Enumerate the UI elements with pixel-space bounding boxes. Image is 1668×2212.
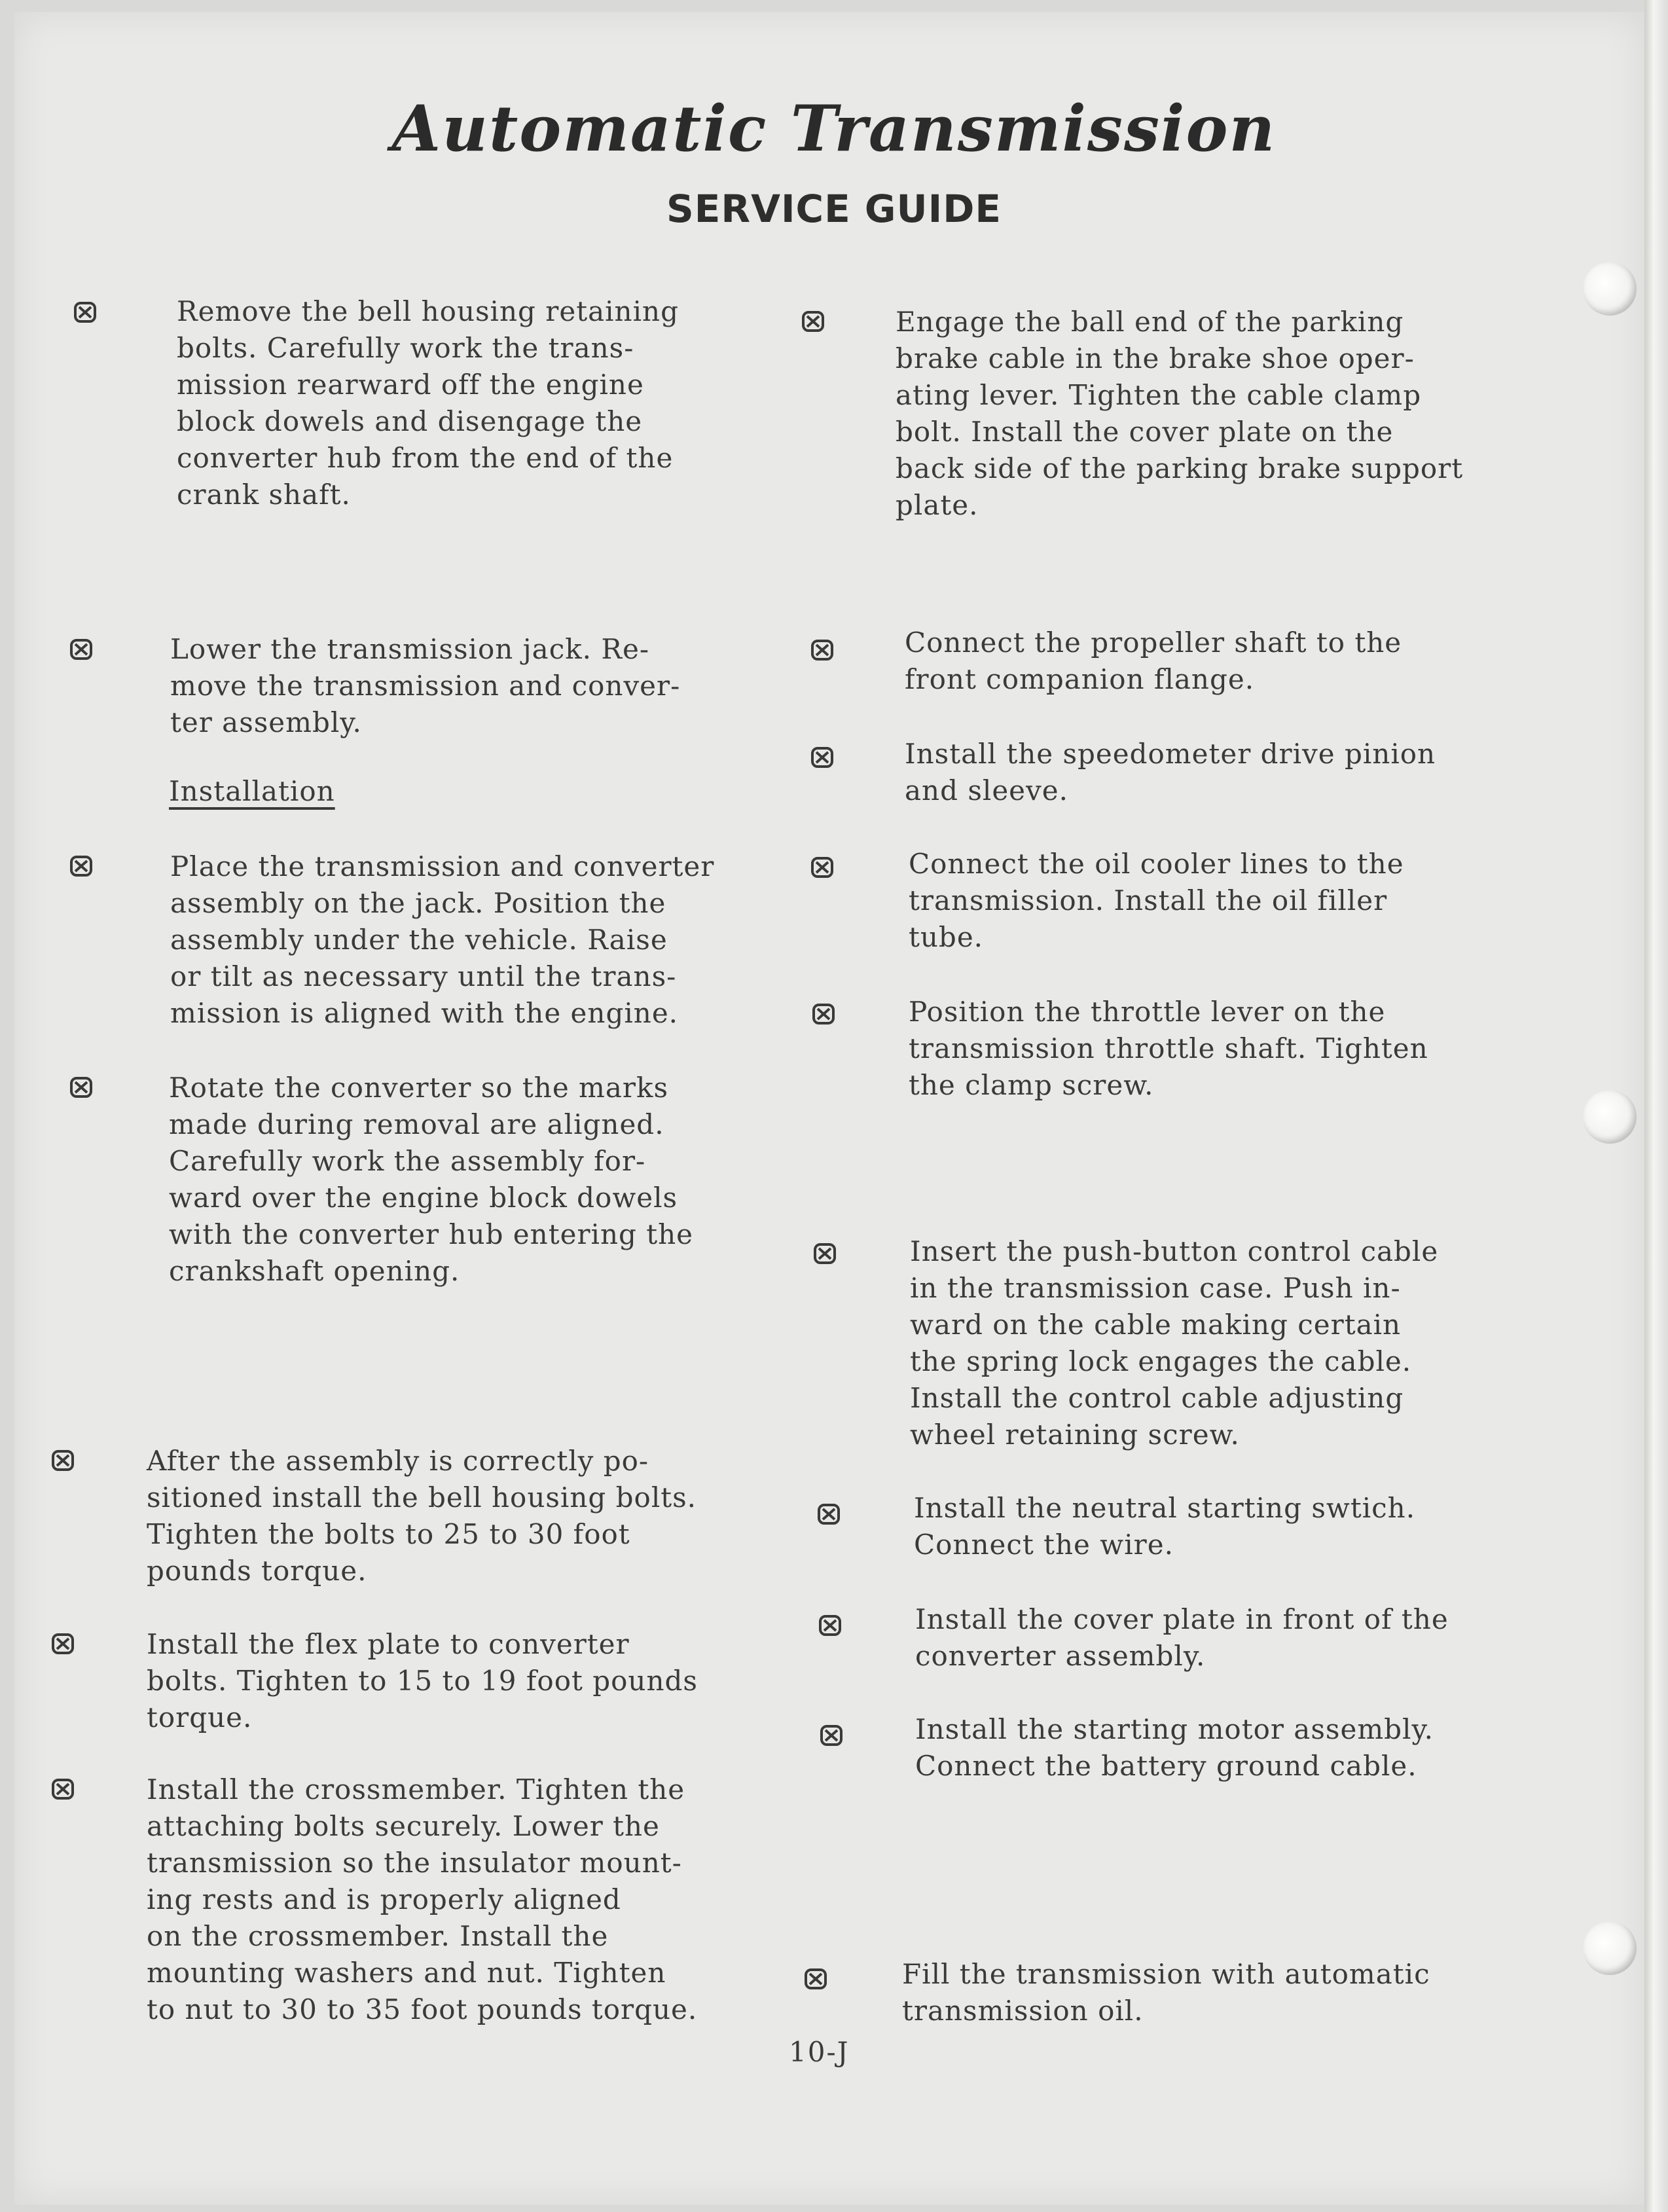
installation-heading: Installation xyxy=(169,775,335,807)
checkbox-bullet-icon xyxy=(51,1778,75,1800)
checkbox-bullet-icon xyxy=(69,638,93,661)
checkbox-bullet-icon xyxy=(820,1724,843,1747)
left-step-6: Install the flex plate to converter bolts. Tighten to 15 to 19 foot pounds torque. xyxy=(147,1628,698,1733)
left-step-2: Lower the transmission jack. Re- move the transmission and conver- ter assembly. xyxy=(170,633,681,738)
checkbox-bullet-icon xyxy=(801,310,825,333)
page-subtitle: SERVICE GUIDE xyxy=(666,187,1002,231)
checkbox-bullet-icon xyxy=(810,746,834,769)
checkbox-bullet-icon xyxy=(51,1633,75,1655)
binder-hole-bottom xyxy=(1583,1921,1637,1975)
paper-edge xyxy=(1644,0,1668,2212)
right-step-2: Connect the propeller shaft to the front companion flange. xyxy=(905,626,1402,695)
left-step-3: Place the transmission and converter assembly on the jack. Position the assembly under the vehicle. Raise or tilt as necessary until the trans- mission is aligned with the engine. xyxy=(170,850,715,1029)
page-number: 10-J xyxy=(789,2036,850,2068)
checkbox-bullet-icon xyxy=(817,1503,841,1525)
binder-hole-middle xyxy=(1583,1090,1637,1144)
right-step-7: Install the neutral starting swtich. Connect the wire. xyxy=(914,1492,1416,1561)
right-step-1: Engage the ball end of the parking brake cable in the brake shoe oper- ating lever. Tighten the cable clamp bolt. Install the cover plate on the back side of the parking brake support plate. xyxy=(896,306,1464,521)
checkbox-bullet-icon xyxy=(804,1968,827,1990)
left-step-1: Remove the bell housing retaining bolts. Carefully work the trans- mission rearward off the engine block dowels and disengage the converter hub from the end of the crank shaft. xyxy=(177,295,679,511)
right-step-6: Insert the push-button control cable in the transmission case. Push in- ward on the cable making certain the spring lock engages the cable. Install the control cable adjusting wheel retaining screw. xyxy=(910,1235,1439,1451)
checkbox-bullet-icon xyxy=(810,639,834,661)
page-title: Automatic Transmission xyxy=(391,92,1277,166)
right-step-3: Install the speedometer drive pinion and sleeve. xyxy=(905,738,1436,807)
right-step-9: Install the starting motor assembly. Connect the battery ground cable. xyxy=(915,1713,1434,1782)
right-step-10: Fill the transmission with automatic transmission oil. xyxy=(902,1958,1430,2027)
binder-hole-top xyxy=(1583,262,1637,316)
left-step-4: Rotate the converter so the marks made during removal are aligned. Carefully work the assembly for- ward over the engine block dowels with the converter hub entering the crankshaft opening. xyxy=(169,1072,694,1287)
checkbox-bullet-icon xyxy=(812,1003,835,1025)
checkbox-bullet-icon xyxy=(813,1242,837,1265)
right-step-5: Position the throttle lever on the transmission throttle shaft. Tighten the clamp screw. xyxy=(909,996,1428,1101)
checkbox-bullet-icon xyxy=(810,856,834,879)
checkbox-bullet-icon xyxy=(818,1614,842,1637)
checkbox-bullet-icon xyxy=(51,1449,75,1472)
left-step-7: Install the crossmember. Tighten the attaching bolts securely. Lower the transmission so the insulator mount- ing rests and is properly aligned on the crossmember. Install the mounting washers and nut. Tighten to nut to 30 to 35 foot pounds torque. xyxy=(147,1773,698,2025)
left-step-5: After the assembly is correctly po- sitioned install the bell housing bolts. Tighten the bolts to 25 to 30 foot pounds torque. xyxy=(147,1445,697,1587)
checkbox-bullet-icon xyxy=(73,301,97,323)
right-step-8: Install the cover plate in front of the converter assembly. xyxy=(915,1603,1449,1672)
right-step-4: Connect the oil cooler lines to the transmission. Install the oil filler tube. xyxy=(909,848,1404,953)
checkbox-bullet-icon xyxy=(69,855,93,877)
checkbox-bullet-icon xyxy=(69,1076,93,1098)
